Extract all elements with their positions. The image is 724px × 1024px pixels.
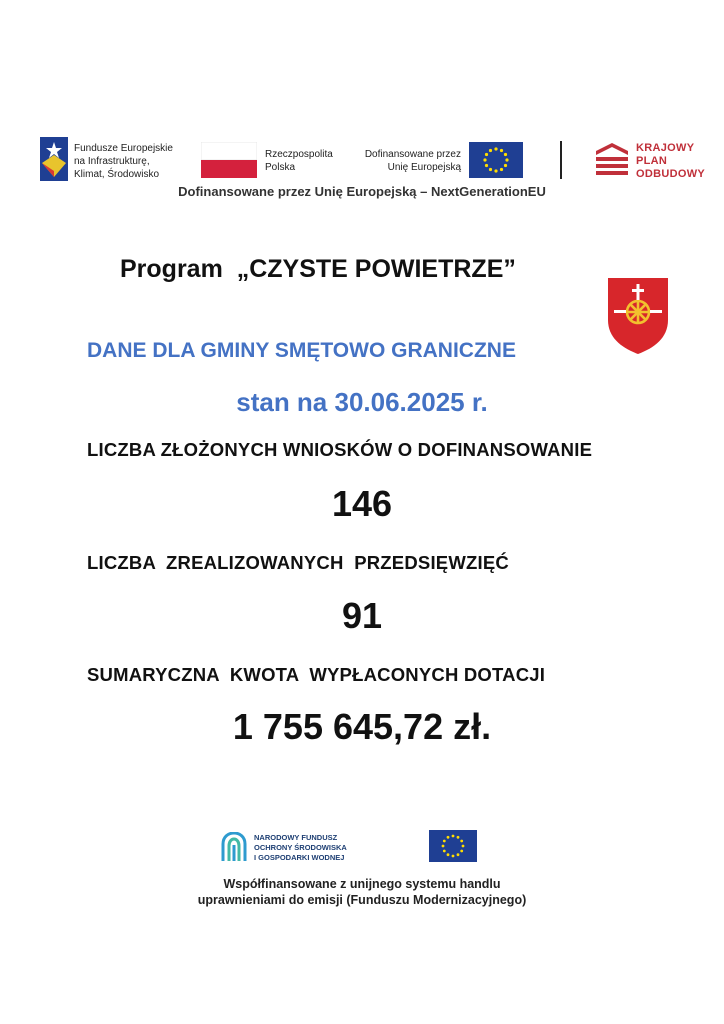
rp-logo-line: Polska (265, 162, 296, 173)
nfos-logo-line: OCHRONY ŚRODOWISKA (254, 843, 347, 852)
stat-label: LICZBA ZŁOŻONYCH WNIOSKÓW O DOFINANSOWANIE (87, 439, 593, 460)
nfos-logo-line: I GOSPODARKI WODNEJ (254, 853, 345, 862)
rp-logo-line: Rzeczpospolita (265, 149, 333, 160)
footer-line: uprawnieniami do emisji (Funduszu Modernizacyjnego) (197, 893, 527, 907)
ue-logo-line: Dofinansowane przez (364, 149, 461, 160)
fe-logo-line: Fundusze Europejskie (74, 143, 173, 154)
kpo-logo-line: PLAN (636, 155, 668, 167)
stat-label: LICZBA ZREALIZOWANYCH PRZEDSIĘWZIĘĆ (87, 552, 509, 573)
kpo-logo-icon (596, 143, 628, 179)
stat-value: 146 (331, 483, 393, 524)
funding-line: Dofinansowane przez Unię Europejską – NextGenerationEU (178, 184, 546, 199)
logo-divider (560, 141, 562, 179)
coat-of-arms-icon (606, 276, 670, 356)
fe-logo-icon (40, 137, 68, 181)
ue-logo-line: Unię Europejską (387, 162, 461, 173)
nfos-logo-icon (220, 832, 248, 862)
polish-flag-icon (201, 142, 257, 178)
fe-logo-line: Klimat, Środowisko (74, 169, 160, 180)
eu-flag-icon (429, 830, 477, 862)
as-of-date: stan na 30.06.2025 r. (236, 387, 488, 417)
stat-value: 91 (341, 595, 383, 636)
stat-label: SUMARYCZNA KWOTA WYPŁACONYCH DOTACJI (87, 664, 546, 685)
footer-line: Współfinansowane z unijnego systemu handlu (223, 877, 501, 891)
eu-flag-icon (469, 142, 523, 178)
nfos-logo-line: NARODOWY FUNDUSZ (254, 833, 338, 842)
kpo-logo-line: ODBUDOWY (636, 168, 706, 180)
fe-logo-line: na Infrastrukturę, (74, 156, 150, 167)
program-title: Program „CZYSTE POWIETRZE” (120, 255, 516, 283)
municipality-heading: DANE DLA GMINY SMĘTOWO GRANICZNE (87, 339, 516, 362)
kpo-logo-line: KRAJOWY (636, 142, 695, 154)
stat-value: 1 755 645,72 zł. (232, 706, 492, 747)
